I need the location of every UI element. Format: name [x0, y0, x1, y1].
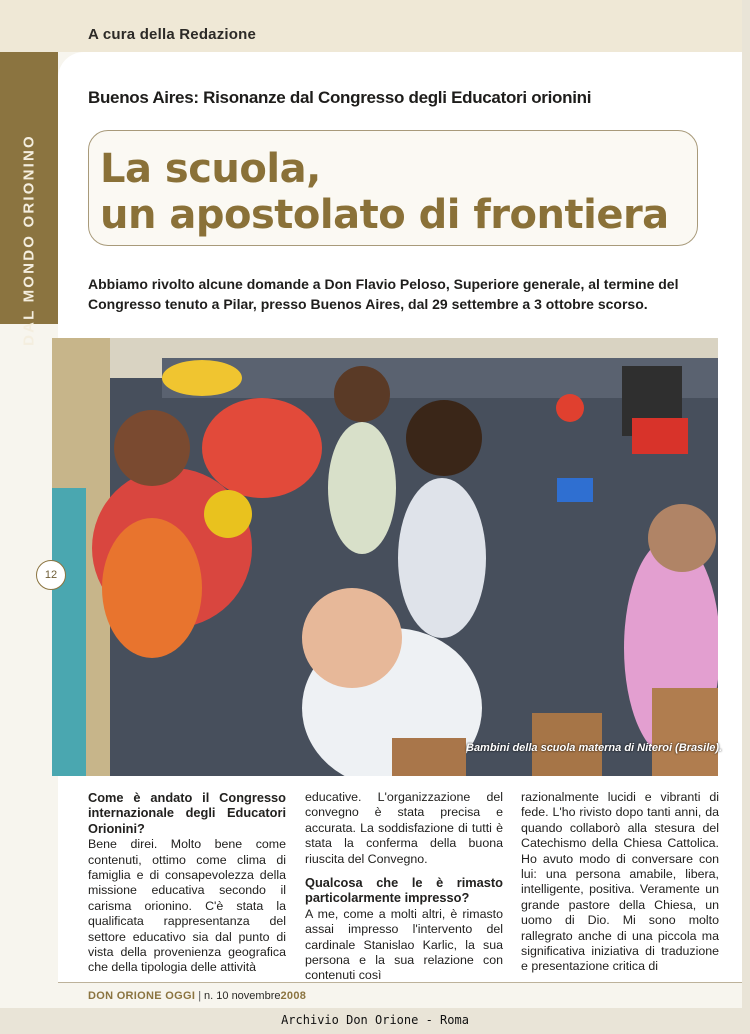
photo-illustration [52, 338, 718, 776]
text-column-3 [521, 790, 719, 975]
page-number: 12 [36, 560, 66, 590]
article-title-line-1: La scuola, [100, 146, 321, 192]
section-label: A cura della Redazione [88, 26, 257, 43]
article-kicker: Buenos Aires: Risonanze dal Congresso degli Educatori orionini [88, 88, 592, 107]
footer-brand: DON ORIONE OGGI [88, 990, 196, 1002]
sidebar-tab [0, 52, 58, 346]
article-lead: Abbiamo rivolto alcune domande a Don Flavio Peloso, Superiore generale, al termine del Congresso tenuto a Pilar, presso Buenos Aires, dal 29 settembre a 3 ottobre scorso. [88, 276, 679, 312]
page-footer: DON ORIONE OGGI | n. 10 novembre2008 [88, 990, 307, 1002]
question-1: Come è andato il Congresso internazionale degli Educatori Orionini? [88, 790, 286, 836]
sidebar-label: DAL MONDO ORIONINO [20, 134, 38, 346]
photo-caption: Bambini della scuola materna di Niteroi (Brasile). [466, 742, 723, 754]
question-2: Qualcosa che le è rimasto particolarmente impresso? [305, 875, 503, 906]
answer-1: Bene direi. Molto bene come contenuti, ottimo come clima di famiglia e di consapevolezza della missione educativa secondo il carisma orionino. C'è stata la qualificata rappresentanza del settore educativo sia dal punto di vista della provenienza geografica che della tipologia delle attività [88, 837, 286, 975]
article-title-line-2: un apostolato di frontiera [100, 192, 669, 238]
footer-rule [58, 982, 742, 983]
article-photo [52, 338, 718, 776]
text-column-2 [305, 790, 503, 984]
answer-2-continued: razionalmente lucidi e vibranti di fede. L'ho rivisto dopo tanti anni, da quando collaborò alla stesura del Catechismo della Chiesa Cattolica. Ho avuto modo di conversare con lui: una persona amabile, libera, intelligente, positiva. Veramente un grande pastore della Chiesa, un uomo di Dio. Mi sono molto rallegrato anche di una piccola ma significativa iniziativa di traduzione e presentazione critica di [521, 790, 719, 974]
footer-year: 2008 [280, 990, 307, 1002]
archive-label: Archivio Don Orione - Roma [281, 1013, 469, 1027]
footer-issue: n. 10 novembre [204, 990, 281, 1002]
text-column-1 [88, 790, 286, 976]
answer-1-continued: educative. L'organizzazione del convegno è stata precisa e accurata. La soddisfazione di tutti è stata la conferma della buona riuscita del Convegno. [305, 790, 503, 866]
answer-2: A me, come a molti altri, è rimasto assai impresso l'intervento del cardinale Stanislao Karlic, la sua persona e la sua relazione con contenuti così [305, 906, 503, 983]
